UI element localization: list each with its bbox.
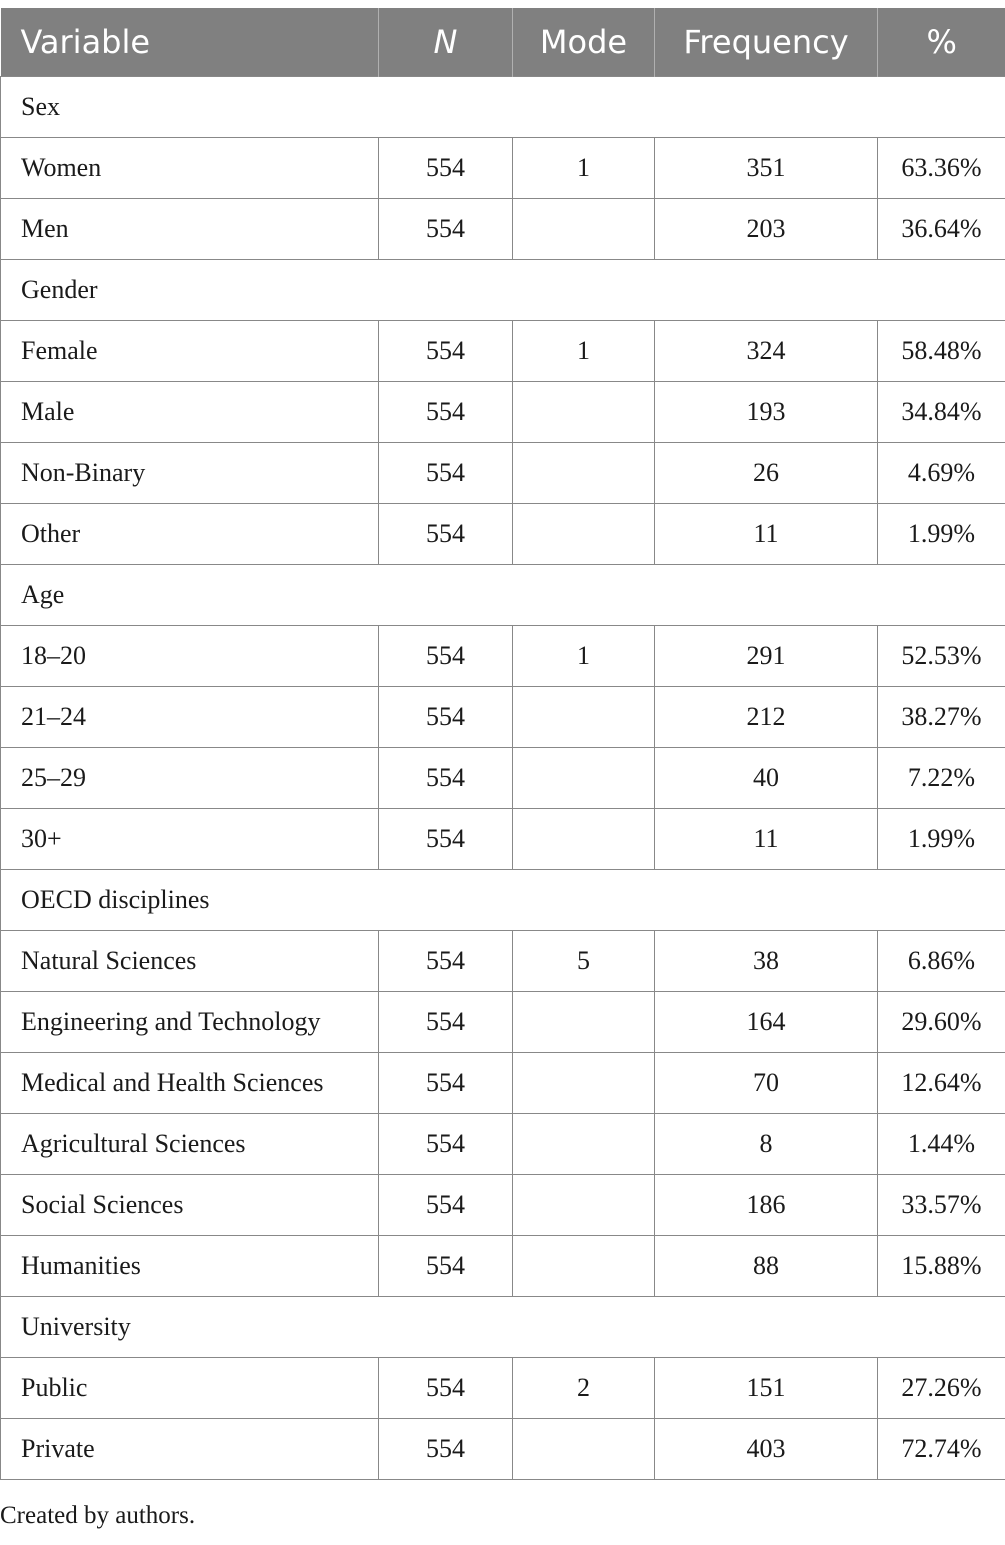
group-row bbox=[1, 565, 1005, 626]
cell-variable: 25–29 bbox=[1, 748, 379, 809]
group-label: Sex bbox=[1, 77, 1005, 138]
cell-mode bbox=[513, 687, 655, 748]
cell-mode bbox=[513, 1114, 655, 1175]
cell-frequency: 38 bbox=[655, 931, 878, 992]
cell-variable: Male bbox=[1, 382, 379, 443]
cell-frequency: 186 bbox=[655, 1175, 878, 1236]
cell-n: 554 bbox=[379, 1053, 513, 1114]
table-row bbox=[1, 1419, 1005, 1480]
table-row bbox=[1, 1358, 1005, 1419]
cell-mode bbox=[513, 382, 655, 443]
cell-frequency: 403 bbox=[655, 1419, 878, 1480]
table-row bbox=[1, 382, 1005, 443]
cell-percent: 1.44% bbox=[878, 1114, 1005, 1175]
cell-percent: 29.60% bbox=[878, 992, 1005, 1053]
cell-n: 554 bbox=[379, 382, 513, 443]
cell-mode: 1 bbox=[513, 626, 655, 687]
group-label: University bbox=[1, 1297, 1005, 1358]
cell-mode bbox=[513, 199, 655, 260]
cell-percent: 6.86% bbox=[878, 931, 1005, 992]
cell-frequency: 11 bbox=[655, 809, 878, 870]
cell-frequency: 164 bbox=[655, 992, 878, 1053]
cell-percent: 58.48% bbox=[878, 321, 1005, 382]
cell-mode bbox=[513, 443, 655, 504]
group-row bbox=[1, 260, 1005, 321]
cell-n: 554 bbox=[379, 1358, 513, 1419]
table-row bbox=[1, 138, 1005, 199]
cell-mode bbox=[513, 1236, 655, 1297]
table-row bbox=[1, 687, 1005, 748]
table-row bbox=[1, 504, 1005, 565]
cell-mode bbox=[513, 1175, 655, 1236]
cell-variable: Agricultural Sciences bbox=[1, 1114, 379, 1175]
table-row bbox=[1, 199, 1005, 260]
cell-mode: 1 bbox=[513, 321, 655, 382]
group-row bbox=[1, 77, 1005, 138]
header-percent: % bbox=[878, 8, 1005, 77]
table-row bbox=[1, 992, 1005, 1053]
cell-percent: 34.84% bbox=[878, 382, 1005, 443]
table-row bbox=[1, 443, 1005, 504]
header-mode: Mode bbox=[513, 8, 655, 77]
cell-frequency: 351 bbox=[655, 138, 878, 199]
table-row bbox=[1, 1114, 1005, 1175]
table-row bbox=[1, 809, 1005, 870]
cell-percent: 1.99% bbox=[878, 504, 1005, 565]
cell-mode bbox=[513, 1419, 655, 1480]
cell-n: 554 bbox=[379, 1419, 513, 1480]
cell-percent: 72.74% bbox=[878, 1419, 1005, 1480]
cell-percent: 33.57% bbox=[878, 1175, 1005, 1236]
cell-n: 554 bbox=[379, 1114, 513, 1175]
cell-mode bbox=[513, 809, 655, 870]
cell-variable: Private bbox=[1, 1419, 379, 1480]
cell-frequency: 324 bbox=[655, 321, 878, 382]
cell-variable: Medical and Health Sciences bbox=[1, 1053, 379, 1114]
table-caption: Created by authors. bbox=[0, 1502, 196, 1529]
cell-percent: 38.27% bbox=[878, 687, 1005, 748]
group-row bbox=[1, 870, 1005, 931]
cell-percent: 27.26% bbox=[878, 1358, 1005, 1419]
cell-frequency: 88 bbox=[655, 1236, 878, 1297]
cell-variable: 30+ bbox=[1, 809, 379, 870]
cell-n: 554 bbox=[379, 931, 513, 992]
cell-percent: 7.22% bbox=[878, 748, 1005, 809]
cell-mode bbox=[513, 504, 655, 565]
cell-variable: Humanities bbox=[1, 1236, 379, 1297]
cell-mode bbox=[513, 748, 655, 809]
cell-frequency: 8 bbox=[655, 1114, 878, 1175]
table-row bbox=[1, 321, 1005, 382]
header-row bbox=[1, 8, 1005, 77]
cell-frequency: 70 bbox=[655, 1053, 878, 1114]
cell-mode bbox=[513, 992, 655, 1053]
cell-variable: Men bbox=[1, 199, 379, 260]
cell-n: 554 bbox=[379, 443, 513, 504]
cell-percent: 12.64% bbox=[878, 1053, 1005, 1114]
cell-frequency: 212 bbox=[655, 687, 878, 748]
demographics-table bbox=[0, 8, 1005, 1480]
group-label: OECD disciplines bbox=[1, 870, 1005, 931]
cell-percent: 15.88% bbox=[878, 1236, 1005, 1297]
table-row bbox=[1, 748, 1005, 809]
cell-frequency: 291 bbox=[655, 626, 878, 687]
group-label: Age bbox=[1, 565, 1005, 626]
group-label: Gender bbox=[1, 260, 1005, 321]
cell-frequency: 193 bbox=[655, 382, 878, 443]
table-row bbox=[1, 931, 1005, 992]
cell-n: 554 bbox=[379, 626, 513, 687]
cell-variable: 21–24 bbox=[1, 687, 379, 748]
cell-percent: 63.36% bbox=[878, 138, 1005, 199]
cell-variable: Other bbox=[1, 504, 379, 565]
cell-n: 554 bbox=[379, 992, 513, 1053]
cell-mode: 1 bbox=[513, 138, 655, 199]
cell-percent: 36.64% bbox=[878, 199, 1005, 260]
header-frequency: Frequency bbox=[655, 8, 878, 77]
cell-variable: Women bbox=[1, 138, 379, 199]
cell-n: 554 bbox=[379, 687, 513, 748]
cell-n: 554 bbox=[379, 809, 513, 870]
cell-n: 554 bbox=[379, 199, 513, 260]
cell-variable: Non-Binary bbox=[1, 443, 379, 504]
cell-percent: 4.69% bbox=[878, 443, 1005, 504]
cell-variable: Engineering and Technology bbox=[1, 992, 379, 1053]
header-n: N bbox=[379, 8, 513, 77]
cell-n: 554 bbox=[379, 748, 513, 809]
cell-n: 554 bbox=[379, 321, 513, 382]
cell-percent: 52.53% bbox=[878, 626, 1005, 687]
cell-mode: 5 bbox=[513, 931, 655, 992]
cell-percent: 1.99% bbox=[878, 809, 1005, 870]
cell-variable: Public bbox=[1, 1358, 379, 1419]
cell-frequency: 151 bbox=[655, 1358, 878, 1419]
cell-n: 554 bbox=[379, 1175, 513, 1236]
cell-n: 554 bbox=[379, 1236, 513, 1297]
table-row bbox=[1, 1053, 1005, 1114]
table-row bbox=[1, 626, 1005, 687]
cell-frequency: 40 bbox=[655, 748, 878, 809]
cell-n: 554 bbox=[379, 504, 513, 565]
cell-variable: Female bbox=[1, 321, 379, 382]
group-row bbox=[1, 1297, 1005, 1358]
cell-frequency: 11 bbox=[655, 504, 878, 565]
cell-frequency: 203 bbox=[655, 199, 878, 260]
table-row bbox=[1, 1175, 1005, 1236]
cell-variable: 18–20 bbox=[1, 626, 379, 687]
cell-mode: 2 bbox=[513, 1358, 655, 1419]
table-row bbox=[1, 1236, 1005, 1297]
cell-variable: Social Sciences bbox=[1, 1175, 379, 1236]
cell-variable: Natural Sciences bbox=[1, 931, 379, 992]
cell-n: 554 bbox=[379, 138, 513, 199]
cell-mode bbox=[513, 1053, 655, 1114]
table-body bbox=[1, 77, 1005, 1480]
cell-frequency: 26 bbox=[655, 443, 878, 504]
header-variable: Variable bbox=[1, 8, 379, 77]
